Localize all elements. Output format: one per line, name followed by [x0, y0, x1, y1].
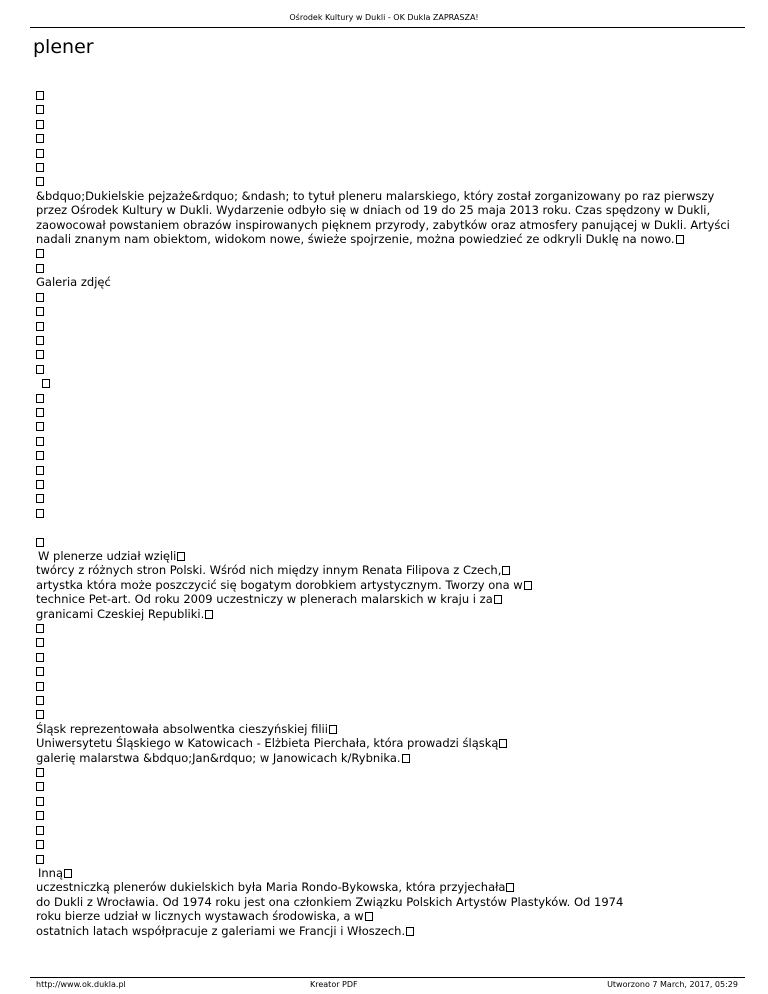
empty-line	[36, 246, 736, 260]
empty-line	[36, 477, 736, 491]
footer-creator: Kreator PDF	[310, 980, 358, 989]
empty-line	[36, 837, 736, 851]
empty-line	[36, 102, 736, 116]
text-line: uczestniczką plenerów dukielskich była Maria Rondo-Bykowska, która przyjechała	[36, 880, 736, 894]
text-line: technice Pet-art. Od roku 2009 uczestniczy w plenerach malarskich w kraju i za	[36, 592, 736, 606]
empty-line	[36, 261, 736, 275]
blank-line	[36, 520, 736, 534]
intro-paragraph: &bdquo;Dukielskie pejzaże&rdquo; &ndash; to tytuł pleneru malarskiego, który został zorganizowany po raz pierwszy przez Ośrodek Kultury w Dukli. Wydarzenie odbyło się w dniach od 19 do 25 maja 2013 roku. Czas spędzony w Dukli, zaowocował powstaniem obrazów inspirowanych pięknem przyrody, zabytków oraz atmosfery panującej w Dukli. Artyści nadali znanym nam obiektom, widokom nowe, świeże spojrzenie, można powiedzieć ze odkryli Duklę na nowo.	[36, 188, 730, 247]
empty-line	[36, 362, 736, 376]
empty-line	[36, 463, 736, 477]
text-line: galerię malarstwa &bdquo;Jan&rdquo; w Janowicach k/Rybnika.	[36, 751, 736, 765]
empty-line	[36, 117, 736, 131]
empty-line	[36, 391, 736, 405]
empty-line	[36, 808, 736, 822]
empty-line	[36, 290, 736, 304]
empty-line	[36, 405, 736, 419]
empty-line	[36, 88, 736, 102]
empty-line	[36, 635, 736, 649]
empty-line	[36, 779, 736, 793]
text-line: do Dukli z Wrocławia. Od 1974 roku jest ona członkiem Związku Polskich Artystów Plastyków. Od 1974	[36, 894, 624, 909]
empty-line	[36, 535, 736, 549]
empty-line	[36, 376, 736, 390]
footer-url: http://www.ok.dukla.pl	[36, 980, 126, 989]
article-body	[36, 88, 736, 938]
empty-line	[36, 333, 736, 347]
empty-line	[36, 304, 736, 318]
empty-line	[36, 131, 736, 145]
empty-line	[36, 319, 736, 333]
empty-line	[36, 160, 736, 174]
empty-line	[36, 679, 736, 693]
document-header: Ośrodek Kultury w Dukli - OK Dukla ZAPRASZA!	[289, 13, 479, 22]
page-title: plener	[33, 36, 94, 58]
text-line: Śląsk reprezentowała absolwentka cieszyńskiej filii	[36, 722, 736, 736]
text-line: twórcy z różnych stron Polski. Wśród nich między innym Renata Filipova z Czech,	[36, 563, 736, 577]
empty-line	[36, 852, 736, 866]
empty-line	[36, 448, 736, 462]
empty-line	[36, 707, 736, 721]
empty-line	[36, 434, 736, 448]
empty-line	[36, 347, 736, 361]
footer-created-date: Utworzono 7 March, 2017, 05:29	[607, 980, 738, 989]
text-line: granicami Czeskiej Republiki.	[36, 607, 736, 621]
empty-line	[36, 621, 736, 635]
text-line: Inną	[36, 866, 736, 880]
text-line: W plenerze udział wzięli	[36, 549, 736, 563]
header-divider	[30, 27, 745, 28]
text-line: Uniwersytetu Śląskiego w Katowicach - Elżbieta Pierchała, która prowadzi śląską	[36, 736, 736, 750]
empty-line	[36, 664, 736, 678]
empty-line	[36, 693, 736, 707]
empty-line	[36, 146, 736, 160]
empty-line	[36, 174, 736, 188]
empty-line	[36, 506, 736, 520]
empty-line	[36, 419, 736, 433]
gallery-heading: Galeria zdjęć	[36, 275, 111, 290]
empty-line	[36, 823, 736, 837]
text-line: roku bierze udział w licznych wystawach środowiska, a w	[36, 909, 736, 923]
empty-line	[36, 765, 736, 779]
empty-line	[36, 650, 736, 664]
empty-line	[36, 491, 736, 505]
text-line: artystka która może poszczycić się bogatym dorobkiem artystycznym. Tworzy ona w	[36, 578, 736, 592]
empty-line	[36, 794, 736, 808]
text-line: ostatnich latach współpracuje z galeriami we Francji i Włoszech.	[36, 924, 736, 938]
footer-divider	[30, 977, 745, 978]
